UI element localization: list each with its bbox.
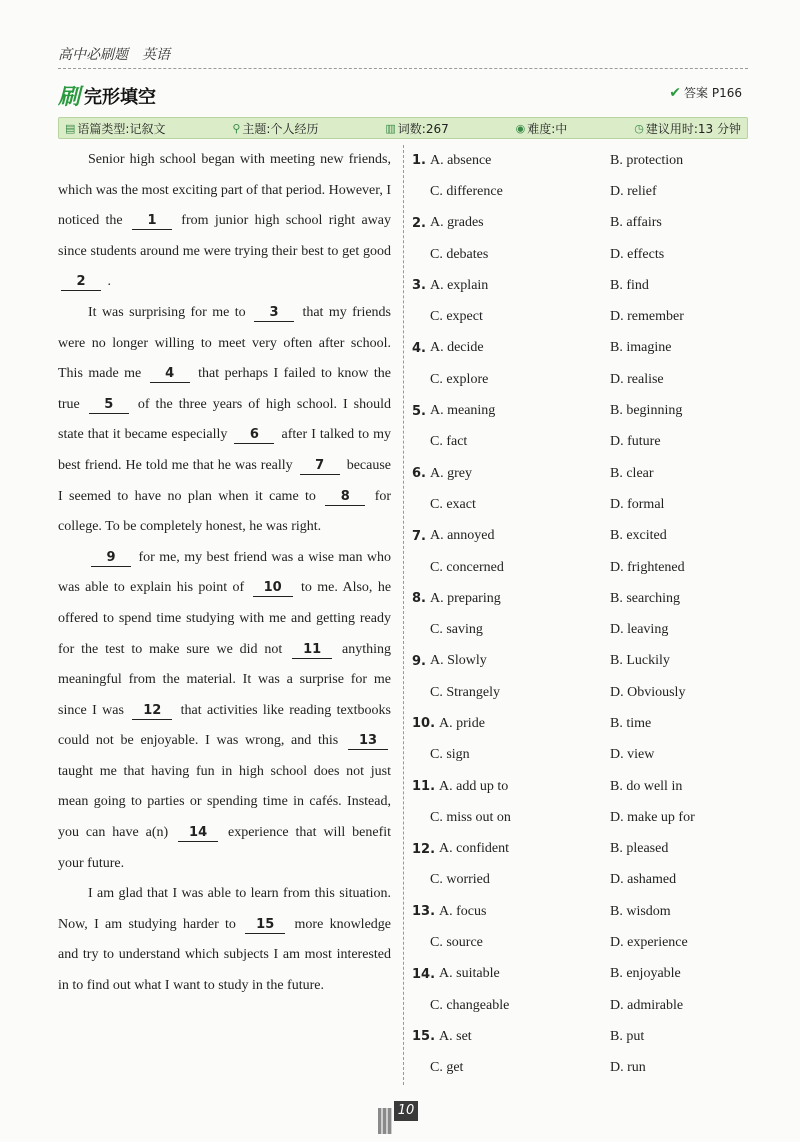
blank-4: 4 xyxy=(150,366,190,383)
question-number: 2. xyxy=(412,215,426,231)
option-b: B. searching xyxy=(610,590,680,606)
option-c: C. get xyxy=(430,1060,464,1076)
option-b: B. excited xyxy=(610,528,667,544)
option-d: D. view xyxy=(610,747,655,763)
question-row xyxy=(412,802,752,833)
passage-text: for college. To be completely honest, he was right. xyxy=(58,488,392,535)
target-icon: ◉ xyxy=(515,121,526,135)
question-number: 13. xyxy=(412,904,436,920)
passage-text: to me. Also, he offered to spend time studying with me and getting ready for the test to make sure we did not xyxy=(58,580,392,657)
book-title: 高中必刷题 英语 xyxy=(58,47,170,63)
info-topic xyxy=(232,120,318,137)
question-row xyxy=(412,771,752,802)
option-c: C. source xyxy=(430,935,483,951)
option-a xyxy=(412,716,610,732)
option-c: C. worried xyxy=(430,872,490,888)
option-a xyxy=(412,591,610,607)
option-c: C. changeable xyxy=(430,997,510,1013)
option-b: B. enjoyable xyxy=(610,966,681,982)
option-a-text: A. set xyxy=(439,1028,472,1044)
search-icon: ⚲ xyxy=(232,121,241,135)
question-row xyxy=(412,301,752,332)
passage-text: It was surprising for me to xyxy=(88,304,246,320)
option-a xyxy=(412,215,610,231)
option-d: D. frightened xyxy=(610,559,685,575)
question-number: 9. xyxy=(412,653,426,669)
option-a xyxy=(412,153,610,169)
option-c: C. saving xyxy=(430,622,483,638)
option-a-text: A. focus xyxy=(439,903,487,919)
option-d: D. relief xyxy=(610,183,657,199)
question-row xyxy=(412,927,752,958)
option-c: C. sign xyxy=(430,747,470,763)
passage-text: . xyxy=(107,274,111,290)
passage-text: that activities like reading textbooks could not be enjoyable. I was wrong, and this xyxy=(58,702,392,749)
passage-text: after I talked to my best friend. He told me that he was really xyxy=(58,427,392,473)
question-number: 14. xyxy=(412,966,436,982)
option-c: C. explore xyxy=(430,371,489,387)
option-c: C. expect xyxy=(430,309,483,325)
document-icon: ▤ xyxy=(65,121,76,135)
question-row xyxy=(412,395,752,426)
question-row xyxy=(412,427,752,458)
passage-text: that my friends were no longer willing to meet very often after school. This made me xyxy=(58,304,392,382)
question-row xyxy=(412,489,752,520)
option-a xyxy=(412,653,610,669)
section-title xyxy=(58,80,156,111)
question-row xyxy=(412,708,752,739)
info-word-count xyxy=(385,120,448,137)
option-a xyxy=(412,966,610,982)
info-genre-text: 语篇类型:记叙文 xyxy=(77,121,166,136)
passage-text: experience that will benefit your future. xyxy=(58,825,392,871)
option-a xyxy=(412,403,610,419)
passage-text: because I seemed to have no plan when it came to xyxy=(58,457,391,504)
section-badge: 刷 xyxy=(58,85,81,110)
header-rule xyxy=(58,68,748,69)
question-row xyxy=(412,270,752,301)
info-word-count-text: 词数:267 xyxy=(397,121,449,136)
option-c: C. Strangely xyxy=(430,684,500,700)
question-number: 1. xyxy=(412,153,426,169)
option-d: D. experience xyxy=(610,935,688,951)
option-a-text: A. suitable xyxy=(439,966,500,982)
option-b: B. pleased xyxy=(610,841,669,857)
passage-text: of the three years of high school. I should state that it became especially xyxy=(58,396,392,443)
option-d: D. leaving xyxy=(610,622,669,638)
option-c: C. fact xyxy=(430,434,468,450)
option-a xyxy=(412,466,610,482)
passage-paragraph xyxy=(58,298,391,543)
question-number: 6. xyxy=(412,466,426,482)
option-b: B. find xyxy=(610,277,649,293)
option-a-text: A. pride xyxy=(439,715,485,731)
question-number: 11. xyxy=(412,779,436,795)
info-topic-text: 主题:个人经历 xyxy=(242,121,319,136)
option-b: B. put xyxy=(610,1028,645,1044)
option-a-text: A. grey xyxy=(429,465,472,481)
blank-2: 2 xyxy=(61,274,101,291)
option-a xyxy=(412,278,610,294)
section-title-text: 完形填空 xyxy=(84,86,157,108)
option-b: B. wisdom xyxy=(610,903,671,919)
option-a-text: A. grades xyxy=(429,215,484,231)
option-d: D. realise xyxy=(610,371,664,387)
option-a-text: A. meaning xyxy=(429,403,496,419)
option-b: B. beginning xyxy=(610,403,683,419)
page-number: 10 xyxy=(394,1101,418,1121)
option-d: D. make up for xyxy=(610,809,695,825)
option-d: D. future xyxy=(610,434,661,450)
option-d: D. formal xyxy=(610,496,665,512)
question-row xyxy=(412,208,752,239)
blank-6: 6 xyxy=(234,427,274,444)
passage-text: from junior high school right away since students around me were trying their best to get good xyxy=(58,213,392,259)
blank-14: 14 xyxy=(178,825,218,842)
question-row xyxy=(412,959,752,990)
question-row xyxy=(412,646,752,677)
blank-5: 5 xyxy=(89,397,129,414)
check-icon: ✔ xyxy=(669,84,682,101)
passage xyxy=(58,145,391,1002)
option-a-text: A. confident xyxy=(439,841,510,857)
blank-10: 10 xyxy=(253,580,293,597)
passage-text: anything meaningful from the material. It was a surprise for me since I was xyxy=(58,641,392,718)
question-row xyxy=(412,740,752,771)
option-a-text: A. annoyed xyxy=(429,528,495,544)
question-row xyxy=(412,865,752,896)
question-number: 8. xyxy=(412,591,426,607)
passage-text: I am glad that I was able to learn from this situation. Now, I am studying harder to xyxy=(58,886,391,932)
question-row xyxy=(412,614,752,645)
info-genre xyxy=(65,120,165,137)
option-a-text: A. add up to xyxy=(439,778,509,794)
option-a xyxy=(412,528,610,544)
question-number: 3. xyxy=(412,278,426,294)
option-a-text: A. Slowly xyxy=(429,653,487,669)
passage-text: that perhaps I failed to know the true xyxy=(58,366,392,412)
option-b: B. affairs xyxy=(610,215,662,231)
question-row xyxy=(412,239,752,270)
question-row xyxy=(412,990,752,1021)
option-a-text: A. explain xyxy=(429,277,489,293)
passage-paragraph xyxy=(58,145,391,298)
question-number: 10. xyxy=(412,716,436,732)
option-d: D. admirable xyxy=(610,997,684,1013)
question-row xyxy=(412,583,752,614)
option-b: B. imagine xyxy=(610,340,672,356)
info-time xyxy=(634,120,741,137)
question-row xyxy=(412,896,752,927)
blank-12: 12 xyxy=(132,703,172,720)
info-time-text: 建议用时:13 分钟 xyxy=(645,121,741,136)
passage-text: taught me that having fun in high school does not just mean going to parties or spending time in cafés. Instead, you can have a(n) xyxy=(58,763,391,841)
option-b: B. protection xyxy=(610,152,684,168)
option-a-text: A. decide xyxy=(429,340,484,356)
blank-13: 13 xyxy=(348,733,388,750)
question-row xyxy=(412,145,752,176)
option-a xyxy=(412,340,610,356)
passage-paragraph xyxy=(58,879,391,1001)
blank-15: 15 xyxy=(245,917,285,934)
question-number: 7. xyxy=(412,528,426,544)
question-row xyxy=(412,521,752,552)
question-row xyxy=(412,458,752,489)
option-c: C. concerned xyxy=(430,559,504,575)
question-row xyxy=(412,552,752,583)
page-decoration xyxy=(378,1108,392,1134)
question-number: 12. xyxy=(412,841,436,857)
option-a-text: A. absence xyxy=(429,152,492,168)
blank-8: 8 xyxy=(325,489,365,506)
blank-7: 7 xyxy=(300,458,340,475)
option-c: C. debates xyxy=(430,246,489,262)
blank-11: 11 xyxy=(292,642,332,659)
passage-text: Senior high school began with meeting new friends, which was the most exciting part of that period. However, I noticed the xyxy=(58,152,392,229)
option-b: B. do well in xyxy=(610,778,683,794)
chart-icon: ▥ xyxy=(385,121,396,135)
option-b: B. Luckily xyxy=(610,653,670,669)
option-a xyxy=(412,841,610,857)
passage-text: more knowledge and try to understand which subjects I am most interested in to find out what I want to study in the future. xyxy=(58,916,392,994)
option-d: D. ashamed xyxy=(610,872,677,888)
question-number: 15. xyxy=(412,1029,436,1045)
option-b: B. clear xyxy=(610,465,654,481)
answer-page: 答案 P166 xyxy=(684,86,742,100)
option-c: C. difference xyxy=(430,183,503,199)
passage-paragraph xyxy=(58,543,391,880)
answer-reference xyxy=(669,84,742,101)
option-a xyxy=(412,779,610,795)
blank-9: 9 xyxy=(91,550,131,567)
question-row xyxy=(412,834,752,865)
clock-icon: ◷ xyxy=(634,121,644,135)
info-difficulty xyxy=(516,120,568,137)
question-row xyxy=(412,1053,752,1084)
question-number: 4. xyxy=(412,340,426,356)
option-a-text: A. preparing xyxy=(429,590,501,606)
info-difficulty-text: 难度:中 xyxy=(527,121,568,136)
column-divider xyxy=(403,145,404,1085)
info-bar xyxy=(58,117,748,139)
option-d: D. remember xyxy=(610,309,684,325)
option-b: B. time xyxy=(610,715,652,731)
passage-text: for me, my best friend was a wise man who was able to explain his point of xyxy=(58,549,391,596)
options-list xyxy=(412,145,752,1084)
question-number: 5. xyxy=(412,403,426,419)
option-c: C. exact xyxy=(430,496,476,512)
option-c: C. miss out on xyxy=(430,809,511,825)
blank-1: 1 xyxy=(132,213,172,230)
blank-3: 3 xyxy=(254,305,294,322)
question-row xyxy=(412,364,752,395)
option-a xyxy=(412,904,610,920)
option-d: D. run xyxy=(610,1060,646,1076)
option-d: D. effects xyxy=(610,246,665,262)
question-row xyxy=(412,333,752,364)
option-a xyxy=(412,1029,610,1045)
question-row xyxy=(412,176,752,207)
question-row xyxy=(412,677,752,708)
option-d: D. Obviously xyxy=(610,684,686,700)
question-row xyxy=(412,1021,752,1052)
